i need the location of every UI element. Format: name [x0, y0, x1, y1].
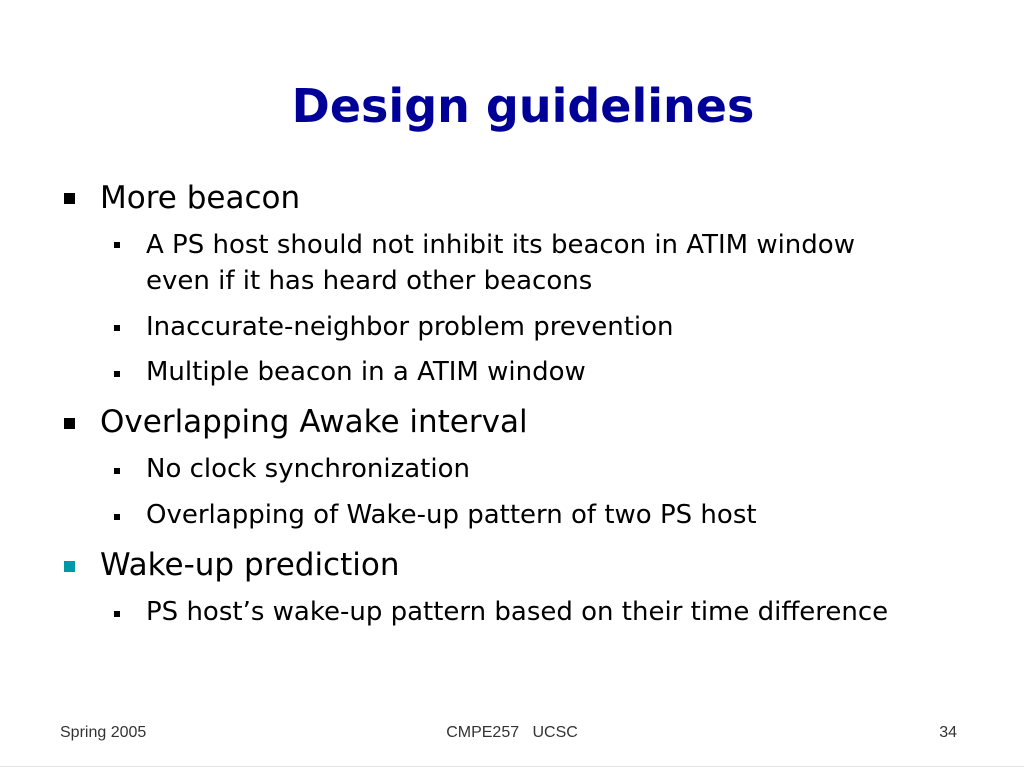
- bullet-item: More beacon: [100, 180, 301, 216]
- square-bullet-icon: [64, 418, 75, 429]
- sub-bullet-item: PS host’s wake-up pattern based on their time difference: [146, 597, 889, 627]
- bottom-divider: [0, 766, 1024, 767]
- small-square-bullet-icon: [114, 371, 120, 377]
- small-square-bullet-icon: [114, 611, 120, 617]
- slide-title: Design guidelines: [291, 79, 755, 133]
- small-square-bullet-icon: [114, 242, 120, 248]
- sub-bullet-item: No clock synchronization: [146, 454, 470, 484]
- slide-number: 34: [939, 724, 957, 741]
- sub-bullet-item: Overlapping of Wake-up pattern of two PS host: [146, 500, 757, 530]
- small-square-bullet-icon: [114, 468, 120, 474]
- square-bullet-icon: [64, 561, 75, 572]
- footer-course: CMPE257 UCSC: [446, 724, 578, 741]
- sub-bullet-item: Inaccurate-neighbor problem prevention: [146, 312, 674, 342]
- bullet-item: Overlapping Awake interval: [100, 404, 528, 440]
- sub-bullet-item: Multiple beacon in a ATIM window: [146, 357, 586, 387]
- footer-date: Spring 2005: [60, 724, 147, 741]
- small-square-bullet-icon: [114, 325, 120, 331]
- sub-bullet-item: A PS host should not inhibit its beacon in ATIM window even if it has heard other beacons: [146, 230, 855, 296]
- small-square-bullet-icon: [114, 514, 120, 520]
- bullet-item: Wake-up prediction: [100, 547, 400, 583]
- square-bullet-icon: [64, 193, 75, 204]
